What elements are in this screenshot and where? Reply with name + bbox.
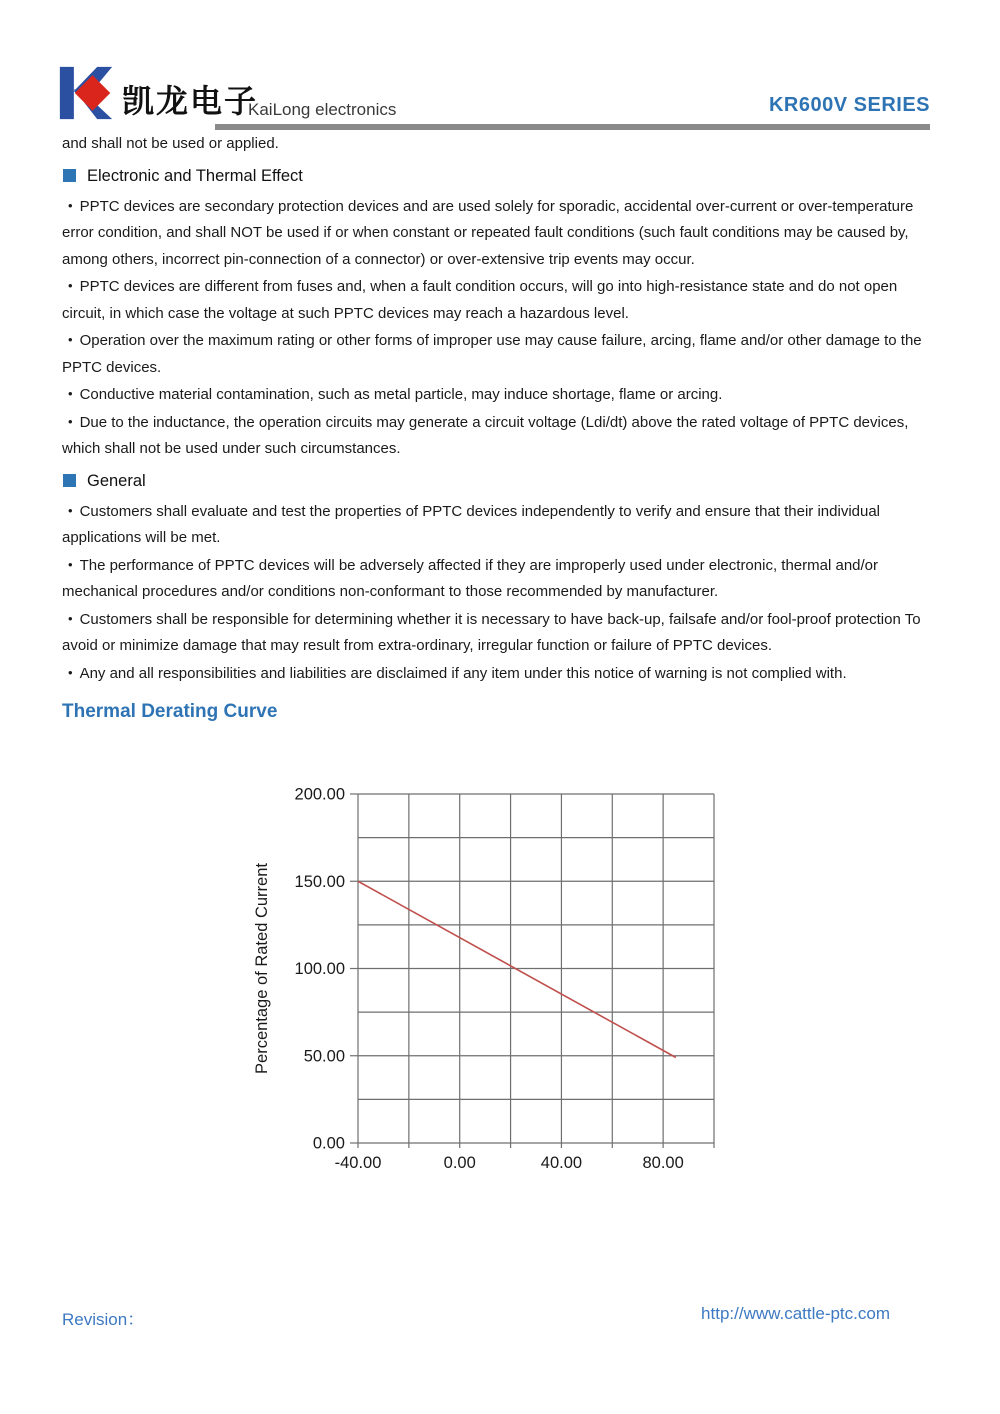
website-link[interactable]: http://www.cattle-ptc.com bbox=[701, 1304, 890, 1323]
notice-bullet bbox=[62, 606, 942, 660]
svg-text:80.00: 80.00 bbox=[642, 1154, 684, 1172]
bullet-icon: • bbox=[68, 664, 73, 680]
revision-label: Revision： bbox=[62, 1310, 145, 1329]
notice-bullet bbox=[62, 193, 942, 274]
notice-bullet bbox=[62, 273, 942, 327]
svg-text:200.00: 200.00 bbox=[294, 785, 345, 804]
bullet-text: Operation over the maximum rating or other forms of improper use may cause failure, arcing, flame and/or other damage to the PPTC devices. bbox=[62, 332, 922, 376]
kailong-logo-icon bbox=[58, 62, 114, 124]
svg-text:50.00: 50.00 bbox=[303, 1047, 345, 1066]
logo-subtitle: KaiLong electronics bbox=[248, 100, 397, 119]
svg-text:100.00: 100.00 bbox=[294, 960, 345, 978]
notice-bullet bbox=[62, 381, 942, 409]
bullet-icon: • bbox=[68, 278, 73, 293]
svg-text:0.00: 0.00 bbox=[443, 1154, 476, 1172]
header-rule bbox=[215, 124, 930, 130]
bullet-text: Customers shall be responsible for determining whether it is necessary to have back-up, failsafe and/or fool-proof protection To avoid or minimize damage that may result from extra-ordinary, irregular function or failure of PPTC devices. bbox=[62, 610, 921, 654]
svg-text:-40.00: -40.00 bbox=[334, 1154, 382, 1172]
bullet-text: PPTC devices are different from fuses and, when a fault condition occurs, will go into high-resistance state and do not open circuit, in which case the voltage at such PPTC devices may reach a hazardous level. bbox=[62, 278, 898, 322]
bullet-icon: • bbox=[68, 386, 73, 401]
bullet-text: The performance of PPTC devices will be adversely affected if they are improperly used under electronic, thermal and/or mechanical procedures and/or conditions non-conformant to those recommended by manufacturer. bbox=[62, 556, 879, 600]
bullet-icon: • bbox=[68, 413, 73, 429]
notice-content bbox=[62, 131, 942, 687]
bullet-text: PPTC devices are secondary protection devices and are used solely for sporadic, accidental over-current or over-temperature error condition, and shall NOT be used if or when constant or repeated fault conditions (such fault conditions may be caused by, among others, incorrect pin-connection of a connector) or over-extensive trip events may occur. bbox=[62, 197, 914, 268]
bullet-icon: • bbox=[68, 502, 73, 518]
bullet-text: Conductive material contamination, such as metal particle, may induce shortage, flame or arcing. bbox=[79, 386, 723, 403]
section-square-icon bbox=[63, 169, 76, 182]
intro-line: and shall not be used or applied. bbox=[62, 135, 279, 152]
notice-bullet bbox=[62, 660, 942, 688]
logo-chinese-text: 凯龙电子 bbox=[122, 82, 259, 120]
svg-text:Percentage of Rated Current: Percentage of Rated Current bbox=[253, 863, 271, 1074]
thermal-derating-chart bbox=[245, 778, 725, 1188]
bullet-text: Due to the inductance, the operation circuits may generate a circuit voltage (Ldi/dt) above the rated voltage of PPTC devices, which shall not be used under such circumstances. bbox=[62, 413, 909, 457]
chart-title: Thermal Derating Curve bbox=[62, 701, 278, 722]
bullet-icon: • bbox=[68, 610, 73, 626]
notice-bullet bbox=[62, 409, 942, 463]
bullet-text: Customers shall evaluate and test the properties of PPTC devices independently to verify and ensure that their individual applications will be met. bbox=[62, 502, 881, 546]
notice-bullet bbox=[62, 498, 942, 552]
notice-bullet bbox=[62, 552, 942, 606]
bullet-icon: • bbox=[68, 197, 73, 213]
section-title: Electronic and Thermal Effect bbox=[87, 166, 303, 185]
notice-bullet bbox=[62, 327, 942, 381]
bullet-icon: • bbox=[68, 332, 73, 347]
section-title: General bbox=[87, 471, 146, 490]
bullet-text: Any and all responsibilities and liabilities are disclaimed if any item under this notice of warning is not complied with. bbox=[79, 664, 847, 682]
bullet-icon: • bbox=[68, 556, 73, 572]
section-heading-general bbox=[62, 468, 942, 495]
section-heading-electronic-thermal bbox=[62, 163, 942, 190]
svg-text:150.00: 150.00 bbox=[294, 872, 345, 891]
svg-text:40.00: 40.00 bbox=[540, 1154, 583, 1172]
svg-text:0.00: 0.00 bbox=[312, 1134, 345, 1153]
series-title: KR600V SERIES bbox=[768, 94, 930, 116]
thermal-derating-chart-svg bbox=[245, 778, 725, 1188]
section-square-icon bbox=[63, 474, 76, 487]
